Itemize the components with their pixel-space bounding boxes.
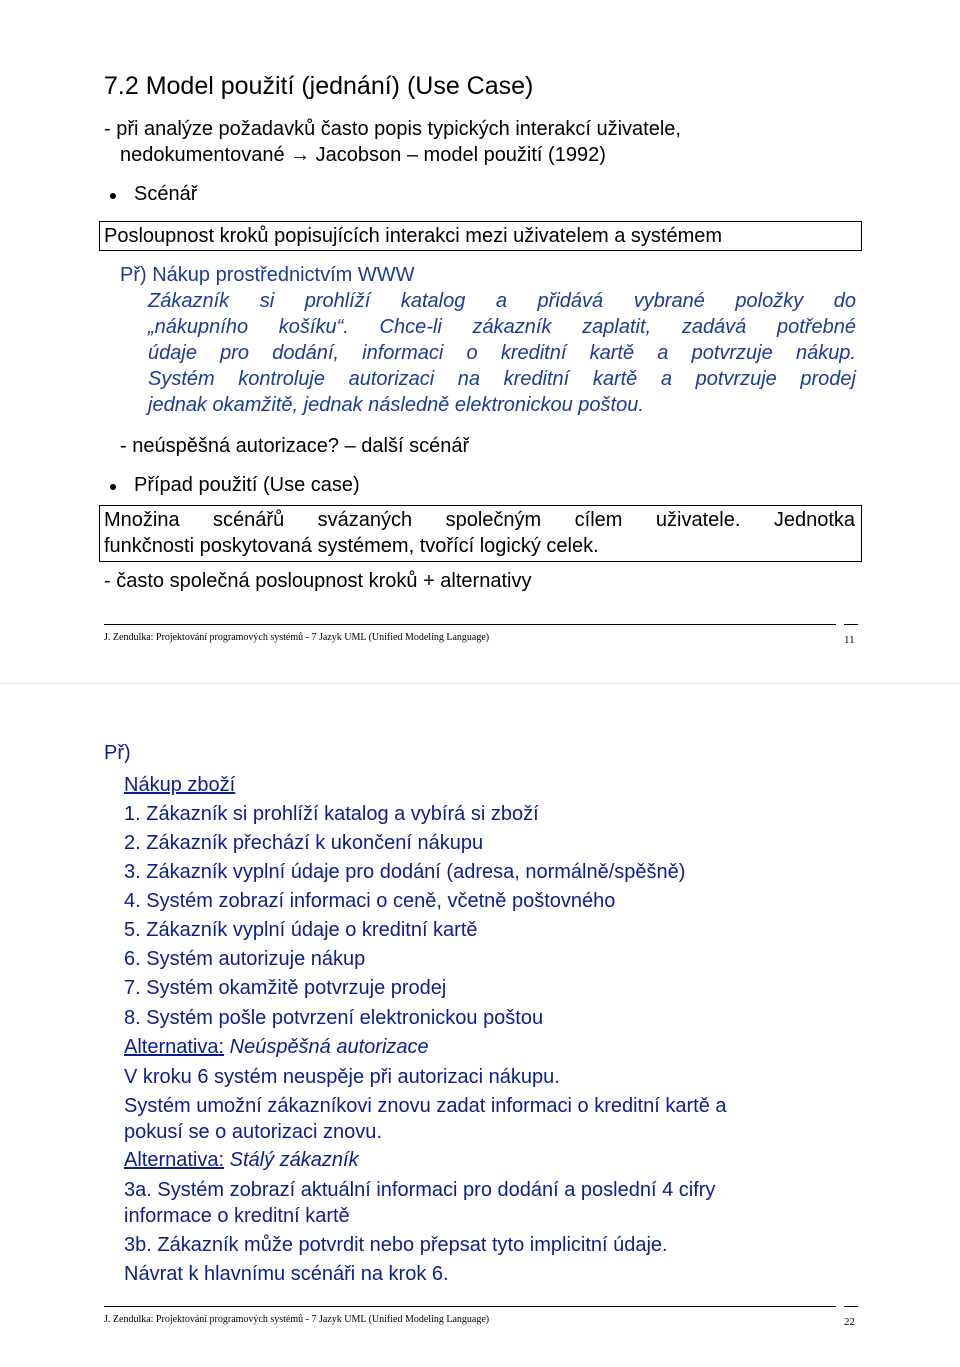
step-5: 5. Zákazník vyplní údaje o kreditní kartě: [124, 919, 478, 941]
alternative-1-line-2: Systém umožní zákazníkovi znovu zadat informaci o kreditní kartě a: [124, 1095, 727, 1117]
bullet-use-case: Případ použití (Use case): [134, 474, 360, 496]
page-number: 11: [844, 634, 855, 646]
footer-rule-short: [844, 624, 858, 625]
step-2: 2. Zákazník přechází k ukončení nákupu: [124, 832, 484, 854]
failed-auth-line: [120, 435, 469, 458]
alternative-1-title: Neúspěšná autorizace: [229, 1036, 429, 1058]
alternative-2-title: Stálý zákazník: [229, 1149, 359, 1171]
step-6: 6. Systém autorizuje nákup: [124, 948, 366, 970]
bullet-icon: [110, 193, 116, 199]
footer-rule: [104, 624, 836, 625]
failed-auth-question: - neúspěšná autorizace?: [120, 435, 340, 457]
alternative-1-line-1: V kroku 6 systém neuspěje při autorizaci nákupu.: [124, 1066, 560, 1088]
step-3: 3. Zákazník vyplní údaje pro dodání (adresa, normálně/spěšně): [124, 861, 686, 883]
example-heading: Př): [104, 742, 131, 764]
bullet-icon: [110, 484, 116, 490]
alternative-1-label: Alternativa:: [124, 1036, 225, 1058]
footer-rule: [104, 1306, 836, 1307]
example-line-1: Zákazník si prohlíží katalog a přidává vybrané položky do: [148, 290, 856, 312]
step-8: 8. Systém pošle potvrzení elektronickou poštou: [124, 1007, 544, 1029]
alternative-2-line-2: informace o kreditní kartě: [124, 1205, 350, 1227]
alternative-2-label: Alternativa:: [124, 1149, 225, 1171]
common-sequence: - často společná posloupnost kroků + alternativy: [104, 570, 532, 592]
footer-text: J. Zendulka: Projektování programových systémů - 7 Jazyk UML (Unified Modeling Language): [104, 1314, 490, 1325]
example-heading: Př) Nákup prostřednictvím WWW: [120, 264, 415, 286]
alternative-2-line-3: 3b. Zákazník může potvrdit nebo přepsat tyto implicitní údaje.: [124, 1234, 668, 1256]
alternative-2-heading: [124, 1149, 359, 1172]
example-line-3: údaje pro dodání, informaci o kreditní kartě a potvrzuje nákup.: [148, 342, 856, 364]
page-separator: [0, 683, 960, 684]
scenario-title: Nákup zboží: [124, 774, 236, 796]
alternative-1-heading: [124, 1036, 429, 1059]
alternative-1-line-3: pokusí se o autorizaci znovu.: [124, 1121, 382, 1143]
footer-text: J. Zendulka: Projektování programových systémů - 7 Jazyk UML (Unified Modeling Language): [104, 632, 490, 643]
use-case-def-line-1: Množina scénářů svázaných společným cílem uživatele. Jednotka: [104, 509, 855, 531]
step-1: 1. Zákazník si prohlíží katalog a vybírá si zboží: [124, 803, 539, 825]
alternative-2-line-4: Návrat k hlavnímu scénáři na krok 6.: [124, 1263, 449, 1285]
example-line-5: jednak okamžitě, jednak následně elektronickou poštou.: [148, 394, 644, 416]
slide-title: 7.2 Model použití (jednání) (Use Case): [104, 72, 534, 100]
failed-auth-dash: –: [344, 435, 356, 457]
step-4: 4. Systém zobrazí informaci o ceně, včetně poštovného: [124, 890, 616, 912]
use-case-def-line-2: funkčnosti poskytovaná systémem, tvořící logický celek.: [104, 535, 599, 557]
example-line-4: Systém kontroluje autorizaci na kreditní kartě a potvrzuje prodej: [148, 368, 856, 390]
failed-auth-next: další scénář: [361, 435, 470, 457]
bullet-scenario: Scénář: [134, 183, 198, 205]
intro-line-1: - při analýze požadavků často popis typických interakcí uživatele,: [104, 118, 681, 140]
page-number: 22: [844, 1316, 855, 1328]
intro-line-2: nedokumentované → Jacobson – model použití (1992): [120, 144, 606, 166]
example-line-2: „nákupního košíku“. Chce-li zákazník zaplatit, zadává potřebné: [148, 316, 856, 338]
scenario-definition: Posloupnost kroků popisujících interakci mezi uživatelem a systémem: [104, 225, 723, 247]
step-7: 7. Systém okamžitě potvrzuje prodej: [124, 977, 447, 999]
alternative-2-line-1: 3a. Systém zobrazí aktuální informaci pro dodání a poslední 4 cifry: [124, 1179, 716, 1201]
footer-rule-short: [844, 1306, 858, 1307]
